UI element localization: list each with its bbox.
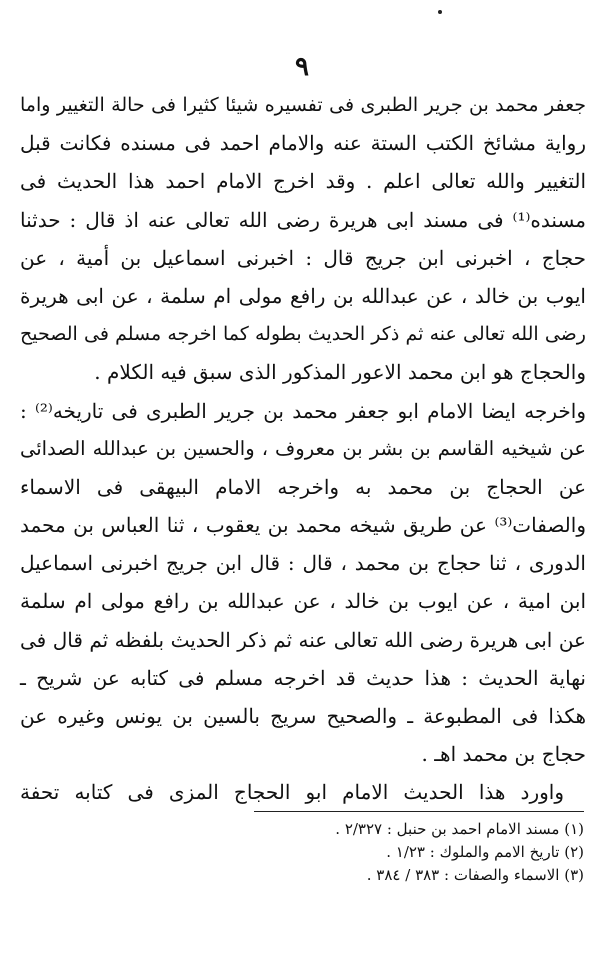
body-line: هكذا فى المطبوعة ـ والصحيح سريج بالسين بن يونس وغيره عن — [20, 704, 586, 728]
footnote-separator — [254, 811, 584, 812]
page-number: ٩ — [295, 52, 309, 82]
body-line: مسنده⁽¹⁾ فى مسند ابى هريرة رضى الله تعالى عنه اذ قال : حدثنا — [20, 207, 586, 232]
body-line: رضى الله تعالى عنه ثم ذكر الحديث بطوله كما اخرجه مسلم فى الصحيح — [20, 323, 586, 346]
body-line: نهاية الحديث : هذا حديث قد اخرجه مسلم فى كتابه عن شريح ـ — [20, 665, 586, 690]
body-text — [20, 86, 586, 812]
body-line: عن شيخيه القاسم بن بشر بن معروف ، والحسين بن عبدالله الصدائى — [20, 436, 586, 460]
footnotes — [184, 818, 584, 887]
body-line: واورد هذا الحديث الامام ابو الحجاج المزى فى كتابه تحفة — [20, 780, 564, 805]
body-line: رواية مشائخ الكتب الستة عنه والامام احمد فى مسنده فكانت قبل — [20, 131, 586, 156]
footnote-item: (٣) الاسماء والصفات : ٣٨٣ / ٣٨٤ . — [366, 866, 584, 884]
body-line: واخرجه ايضا الامام ابو جعفر محمد بن جرير الطبرى فى تاريخه⁽²⁾ : — [20, 398, 586, 423]
body-line: والصفات⁽³⁾ عن طريق شيخه محمد بن يعقوب ، ثنا العباس بن محمد — [20, 513, 586, 538]
footnote-item: (٢) تاريخ الامم والملوك : ١/٢٣ . — [386, 843, 584, 861]
body-line: حجاج ، اخبرنى ابن جريج قال : اخبرنى اسماعيل بن أمية ، عن — [20, 245, 586, 270]
body-line: عن ابى هريرة رضى الله تعالى عنه ثم ذكر الحديث بلفظه ثم قال فى — [20, 627, 586, 652]
body-line: ايوب بن خالد ، عن عبدالله بن رافع مولى ام سلمة ، عن ابى هريرة — [20, 283, 586, 308]
body-line: والحجاج هو ابن محمد الاعور المذكور الذى سبق فيه الكلام . — [94, 360, 586, 385]
body-line: عن الحجاج بن محمد به واخرجه الامام البيهقى فى الاسماء — [20, 474, 586, 499]
top-ink-mark — [438, 10, 442, 14]
body-line: ابن امية ، عن ايوب بن خالد ، عن عبدالله بن رافع مولى ام سلمة — [20, 589, 587, 614]
body-line: الدورى ، ثنا حجاج بن محمد ، قال : قال ابن جريج اخبرنى اسماعيل — [20, 551, 586, 576]
body-line: حجاج بن محمد اهـ . — [421, 742, 586, 767]
body-line: التغيير والله تعالى اعلم . وقد اخرج الامام احمد هذا الحديث فى — [20, 169, 586, 194]
footnote-item: (١) مسند الامام احمد بن حنبل : ٢/٣٢٧ . — [335, 820, 584, 838]
body-line: جعفر محمد بن جرير الطبرى فى تفسيره شيئا كثيرا فى حالة التغيير واما — [20, 94, 586, 116]
